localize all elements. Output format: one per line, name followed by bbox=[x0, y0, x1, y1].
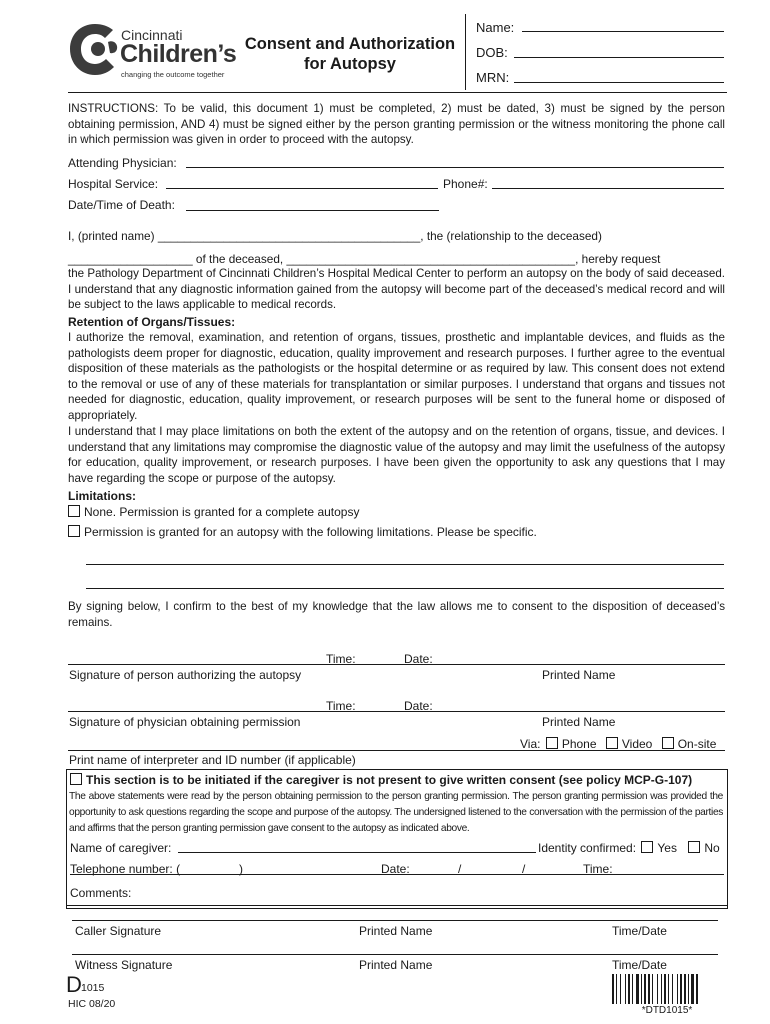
logo-brand-main: Children’s bbox=[120, 40, 237, 68]
identity-no-label: No bbox=[704, 841, 720, 855]
form-title-line1: Consent and Authorization bbox=[244, 35, 456, 53]
witness-time-date-label: Time/Date bbox=[612, 958, 667, 972]
barcode-bar bbox=[677, 974, 678, 1004]
identity-confirmed bbox=[538, 841, 720, 855]
caregiver-heading[interactable] bbox=[70, 773, 692, 787]
witness-signature-line[interactable] bbox=[72, 954, 718, 955]
relationship-deceased-line[interactable]: ___________________ of the deceased, ____________________________________________, hereby request bbox=[68, 252, 661, 266]
via-options bbox=[520, 737, 716, 751]
phone-field[interactable] bbox=[492, 188, 724, 189]
form-revision: HIC 08/20 bbox=[68, 998, 116, 1010]
instructions-text: INSTRUCTIONS: To be valid, this document 1) must be completed, 2) must be dated, 3) must be signed by the person obtaining permission, AND 4) must be signed either by the person granting permission or the witness monitoring the phone call in which permission was given in order to proceed with the autopsy. bbox=[68, 102, 725, 146]
caller-printed-name-label: Printed Name bbox=[359, 924, 433, 938]
form-letter: D bbox=[66, 972, 82, 997]
request-paragraph: the Pathology Department of Cincinnati Children’s Hospital Medical Center to perform an autopsy on the body of said deceased. I understand that any diagnostic information gained from the autopsy will become part of the deceased’s medical record and will be subject to the laws applicable to medical records. bbox=[68, 267, 725, 311]
caller-time-date-label: Time/Date bbox=[612, 924, 667, 938]
via-video-label: Video bbox=[621, 737, 653, 751]
via-label: Via: bbox=[520, 737, 541, 751]
form-number: 1015 bbox=[81, 982, 105, 994]
limitations-line-1[interactable] bbox=[86, 564, 724, 565]
barcode-bar bbox=[612, 974, 614, 1004]
barcode-bar bbox=[628, 974, 630, 1004]
identity-no-checkbox[interactable] bbox=[688, 841, 700, 853]
patient-mrn-field[interactable] bbox=[514, 82, 724, 83]
barcode-bar bbox=[661, 974, 662, 1004]
patient-dob-label: DOB: bbox=[476, 45, 508, 60]
caller-signature-line[interactable] bbox=[72, 920, 718, 921]
via-onsite-checkbox[interactable] bbox=[662, 737, 674, 749]
limitation-specific-checkbox[interactable] bbox=[68, 525, 80, 537]
retention-heading: Retention of Organs/Tissues: bbox=[68, 315, 236, 329]
barcode-bar bbox=[644, 974, 646, 1004]
barcode-bar bbox=[688, 974, 689, 1004]
attending-physician-field[interactable] bbox=[186, 167, 724, 168]
caregiver-date-slash-2: / bbox=[522, 862, 526, 876]
retention-paragraph-1: I authorize the removal, examination, and retention of organs, tissues, prosthetic and implantable devices, and fluids as the pathologists deem proper for diagnostic, education, quality improvement and research purposes. I further agree to the eventual disposition of these materials as the pathologists or the hospital determine or as required by law. This consent does not extend to the removal or use of any of these materials for transplantation or similar purposes. I understand that organs and tissues not needed for diagnostic, education, quality improvement, or research purposes will be sent to the funeral home or disposed of appropriately. bbox=[68, 331, 725, 422]
date-time-death-label: Date/Time of Death: bbox=[68, 198, 175, 212]
caller-signature-label: Caller Signature bbox=[75, 924, 162, 938]
authorizer-time-label: Time: bbox=[326, 652, 356, 666]
hospital-service-label: Hospital Service: bbox=[68, 177, 159, 191]
physician-date-label: Date: bbox=[404, 699, 433, 713]
caregiver-date-slash-1: / bbox=[458, 862, 462, 876]
barcode-bar bbox=[636, 974, 639, 1004]
logo-tagline: changing the outcome together bbox=[121, 70, 225, 79]
barcode-text: *DTD1015* bbox=[641, 1005, 693, 1016]
caregiver-body-text: The above statements were read by the person obtaining permission to the person granting permission. The person granting permission was provided the opportunity to ask questions regarding the scope and purpose of the autopsy. The undersigned listened to the conversation with the permission of the parties and affirms that the person granting permission gave consent to the autopsy as indicated above. bbox=[69, 791, 723, 834]
limitations-heading: Limitations: bbox=[68, 489, 136, 503]
authorizer-date-label: Date: bbox=[404, 652, 433, 666]
comments-field[interactable] bbox=[66, 905, 727, 906]
barcode-bar bbox=[672, 974, 673, 1004]
barcode-bar bbox=[625, 974, 626, 1004]
identity-yes-label: Yes bbox=[657, 841, 677, 855]
authorizer-signature-line[interactable] bbox=[68, 664, 725, 665]
barcode-bar bbox=[684, 974, 686, 1004]
physician-signature-line[interactable] bbox=[68, 711, 725, 712]
barcode-bar bbox=[648, 974, 650, 1004]
via-phone-label: Phone bbox=[561, 737, 597, 751]
via-onsite-label: On-site bbox=[677, 737, 717, 751]
caregiver-name-label: Name of caregiver: bbox=[70, 841, 172, 855]
hospital-service-field[interactable] bbox=[166, 188, 438, 189]
identity-yes-checkbox[interactable] bbox=[641, 841, 653, 853]
authorizer-printed-name-label: Printed Name bbox=[542, 668, 616, 682]
limitation-none-option[interactable] bbox=[68, 505, 359, 519]
barcode-bar bbox=[620, 974, 621, 1004]
barcode-bar bbox=[657, 974, 658, 1004]
barcode-bar bbox=[696, 974, 698, 1004]
limitations-line-2[interactable] bbox=[86, 588, 724, 589]
barcode-bar bbox=[641, 974, 642, 1004]
barcode-bar bbox=[652, 974, 653, 1004]
limitation-none-checkbox[interactable] bbox=[68, 505, 80, 517]
patient-name-label: Name: bbox=[476, 20, 515, 35]
date-time-death-field[interactable] bbox=[186, 210, 439, 211]
telephone-paren-close: ) bbox=[239, 862, 243, 876]
patient-dob-field[interactable] bbox=[514, 57, 724, 58]
barcode-bar bbox=[691, 974, 694, 1004]
printed-name-relationship-line[interactable]: I, (printed name) ________________________________________, the (relationship to the deceased) bbox=[68, 229, 602, 243]
cincinnati-childrens-logo-icon bbox=[68, 20, 122, 78]
logo bbox=[68, 20, 238, 82]
physician-signature-label: Signature of physician obtaining permission bbox=[69, 715, 301, 729]
header-divider bbox=[68, 92, 727, 93]
limitation-specific-option[interactable] bbox=[68, 525, 537, 539]
interpreter-line[interactable] bbox=[68, 750, 725, 751]
comments-label: Comments: bbox=[70, 886, 132, 900]
barcode-bar bbox=[632, 974, 633, 1004]
attending-physician-label: Attending Physician: bbox=[68, 156, 177, 170]
retention-paragraph-2: I understand that I may place limitations on both the extent of the autopsy and on the retention of organs, tissue, and devices. I understand that any limitations may compromise the diagnostic value of the autopsy and may limit the usefulness of the autopsy for education, quality improvement, or research purposes. I have been given the opportunity to ask any questions that I may have regarding the scope or purpose of the autopsy. bbox=[68, 425, 725, 485]
caregiver-time-label: Time: bbox=[583, 862, 613, 876]
limitation-none-label: None. Permission is granted for a complete autopsy bbox=[84, 505, 360, 519]
barcode-bar bbox=[664, 974, 666, 1004]
patient-mrn-label: MRN: bbox=[476, 70, 510, 85]
barcode-icon bbox=[612, 974, 722, 1004]
authorizer-signature-label: Signature of person authorizing the autopsy bbox=[69, 668, 302, 682]
phone-label: Phone#: bbox=[443, 177, 488, 191]
via-video-checkbox[interactable] bbox=[606, 737, 618, 749]
identity-confirmed-label: Identity confirmed: bbox=[538, 841, 637, 855]
telephone-label: Telephone number: ( bbox=[70, 862, 181, 876]
caregiver-name-field[interactable] bbox=[178, 852, 536, 853]
limitation-specific-label: Permission is granted for an autopsy with the following limitations. Please be specific. bbox=[84, 525, 537, 539]
patient-name-field[interactable] bbox=[522, 31, 724, 32]
witness-signature-label: Witness Signature bbox=[75, 958, 173, 972]
via-phone-checkbox[interactable] bbox=[546, 737, 558, 749]
barcode-bar bbox=[680, 974, 682, 1004]
physician-printed-name-label: Printed Name bbox=[542, 715, 616, 729]
caregiver-heading-text: This section is to be initiated if the caregiver is not present to give written consent (see policy MCP-G-107) bbox=[86, 773, 693, 787]
interpreter-label: Print name of interpreter and ID number (if applicable) bbox=[69, 753, 356, 767]
barcode-bar bbox=[616, 974, 617, 1004]
physician-time-label: Time: bbox=[326, 699, 356, 713]
witness-printed-name-label: Printed Name bbox=[359, 958, 433, 972]
caregiver-date-label: Date: bbox=[381, 862, 410, 876]
form-title-line2: for Autopsy bbox=[304, 55, 396, 73]
caregiver-section-checkbox[interactable] bbox=[70, 773, 82, 785]
confirm-paragraph: By signing below, I confirm to the best of my knowledge that the law allows me to consent to the disposition of deceased’s remains. bbox=[68, 600, 725, 629]
logo-brand-top: Cincinnati bbox=[121, 27, 183, 43]
barcode-bar bbox=[668, 974, 669, 1004]
